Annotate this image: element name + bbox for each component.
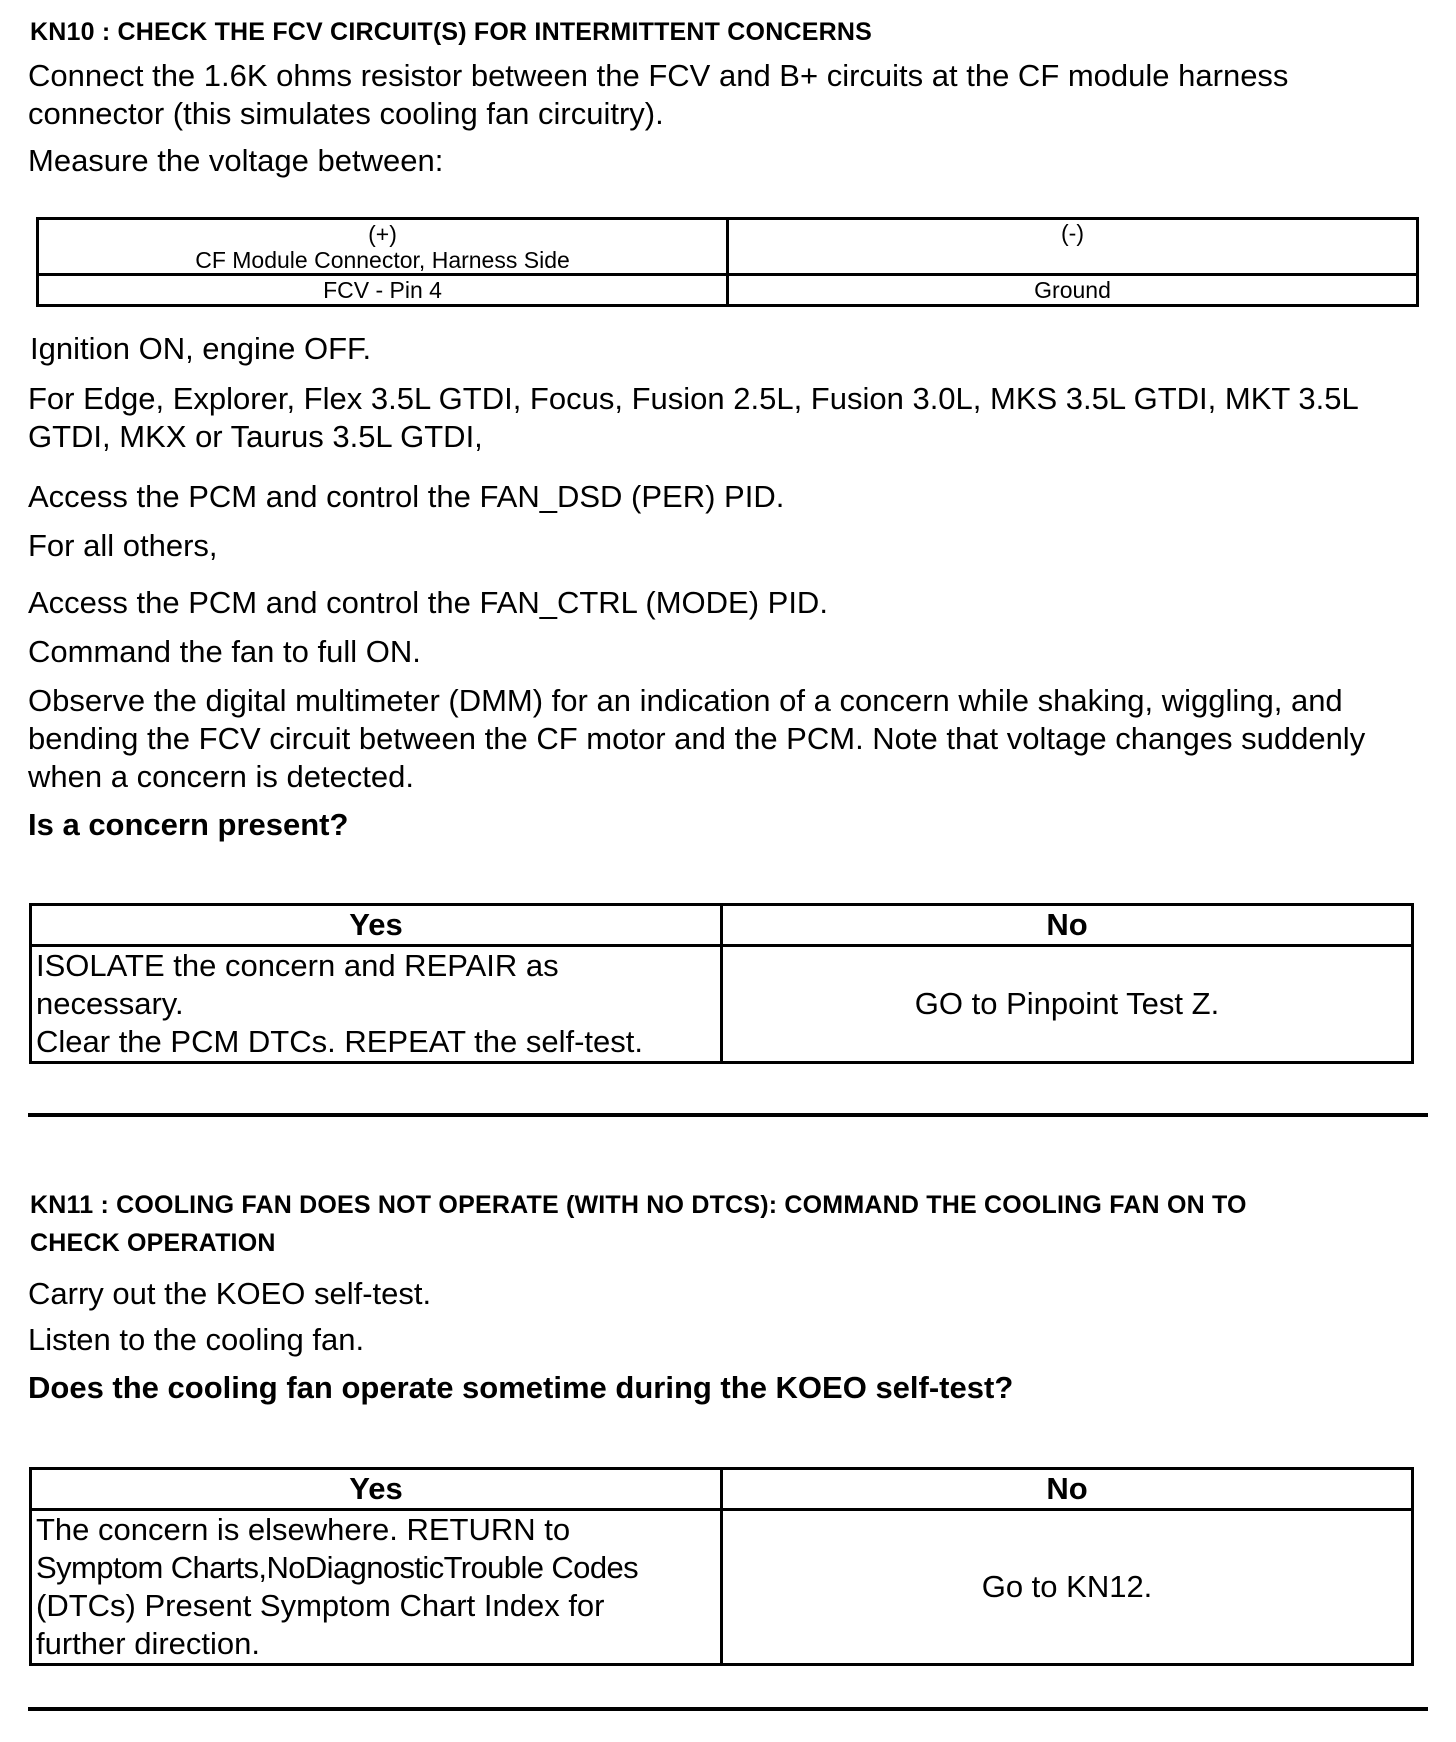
kn11-yes-header: Yes [31,1469,722,1510]
kn10-measure-instruction: Measure the voltage between: [28,143,444,178]
kn11-listen-instruction: Listen to the cooling fan. [28,1322,365,1357]
kn10-access-ctrl-instruction: Access the PCM and control the FAN_CTRL (MODE) PID. [28,585,828,620]
kn10-no-answer: GO to Pinpoint Test Z. [722,946,1413,1063]
kn10-for-others-instruction: For all others, [28,528,218,563]
kn10-heading: KN10 : CHECK THE FCV CIRCUIT(S) FOR INTERMITTENT CONCERNS [30,18,872,46]
kn11-yes-cell [31,1510,722,1665]
kn10-yes-line-1: ISOLATE the concern and REPAIR as [36,948,559,983]
measure-negative-header-cell [728,219,1418,275]
measure-positive-value: FCV - Pin 4 [38,275,728,306]
kn11-yes-line-2: Symptom Charts,NoDiagnosticTrouble Codes [36,1550,638,1585]
kn10-no-header: No [722,905,1413,946]
kn10-observe-instruction: Observe the digital multimeter (DMM) for an indication of a concern while shaking, wiggling, and bending the FCV circuit between the CF motor and the PCM. Note that voltage changes suddenly when a concern is detected. [28,683,1366,794]
kn11-question: Does the cooling fan operate sometime during the KOEO self-test? [28,1370,1014,1405]
kn11-carry-instruction: Carry out the KOEO self-test. [28,1276,432,1311]
kn10-command-instruction: Command the fan to full ON. [28,634,421,669]
kn11-heading-line-1: KN11 : COOLING FAN DOES NOT OPERATE (WITH NO DTCS): COMMAND THE COOLING FAN ON TO [30,1191,1247,1219]
kn11-no-answer: Go to KN12. [722,1510,1413,1665]
measure-positive-header: (+) [368,220,397,247]
kn11-no-header: No [722,1469,1413,1510]
kn11-yes-line-1: The concern is elsewhere. RETURN to [36,1512,571,1547]
kn11-heading [30,1186,1247,1262]
kn10-measure-table [36,217,1419,307]
section-divider-bottom [28,1707,1428,1711]
kn10-connect-instruction: Connect the 1.6K ohms resistor between the FCV and B+ circuits at the CF module harness connector (this simulates cooling fan circuitry). [28,58,1289,131]
measure-positive-subheader: CF Module Connector, Harness Side [195,246,570,273]
kn10-yes-line-3: Clear the PCM DTCs. REPEAT the self-test. [36,1024,643,1059]
kn10-access-dsd-instruction: Access the PCM and control the FAN_DSD (PER) PID. [28,479,785,514]
measure-negative-header: (-) [1061,220,1084,246]
kn10-yes-header: Yes [31,905,722,946]
measure-positive-header-cell [38,219,728,275]
kn10-for-edge-instruction: For Edge, Explorer, Flex 3.5L GTDI, Focus, Fusion 2.5L, Fusion 3.0L, MKS 3.5L GTDI, MKT 3.5L GTDI, MKX or Taurus 3.5L GTDI, [28,381,1358,454]
kn11-yes-line-4: further direction. [36,1626,260,1661]
kn11-heading-line-2: CHECK OPERATION [30,1229,276,1257]
kn10-yes-line-2: necessary. [36,986,184,1021]
measure-negative-value: Ground [728,275,1418,306]
kn10-ignition-instruction: Ignition ON, engine OFF. [30,331,372,366]
kn10-question: Is a concern present? [28,807,349,842]
kn10-yes-cell [31,946,722,1063]
section-divider [28,1113,1428,1117]
kn11-yes-line-3: (DTCs) Present Symptom Chart Index for [36,1588,605,1623]
kn10-answer-table [29,903,1414,1064]
kn11-answer-table [29,1467,1414,1666]
